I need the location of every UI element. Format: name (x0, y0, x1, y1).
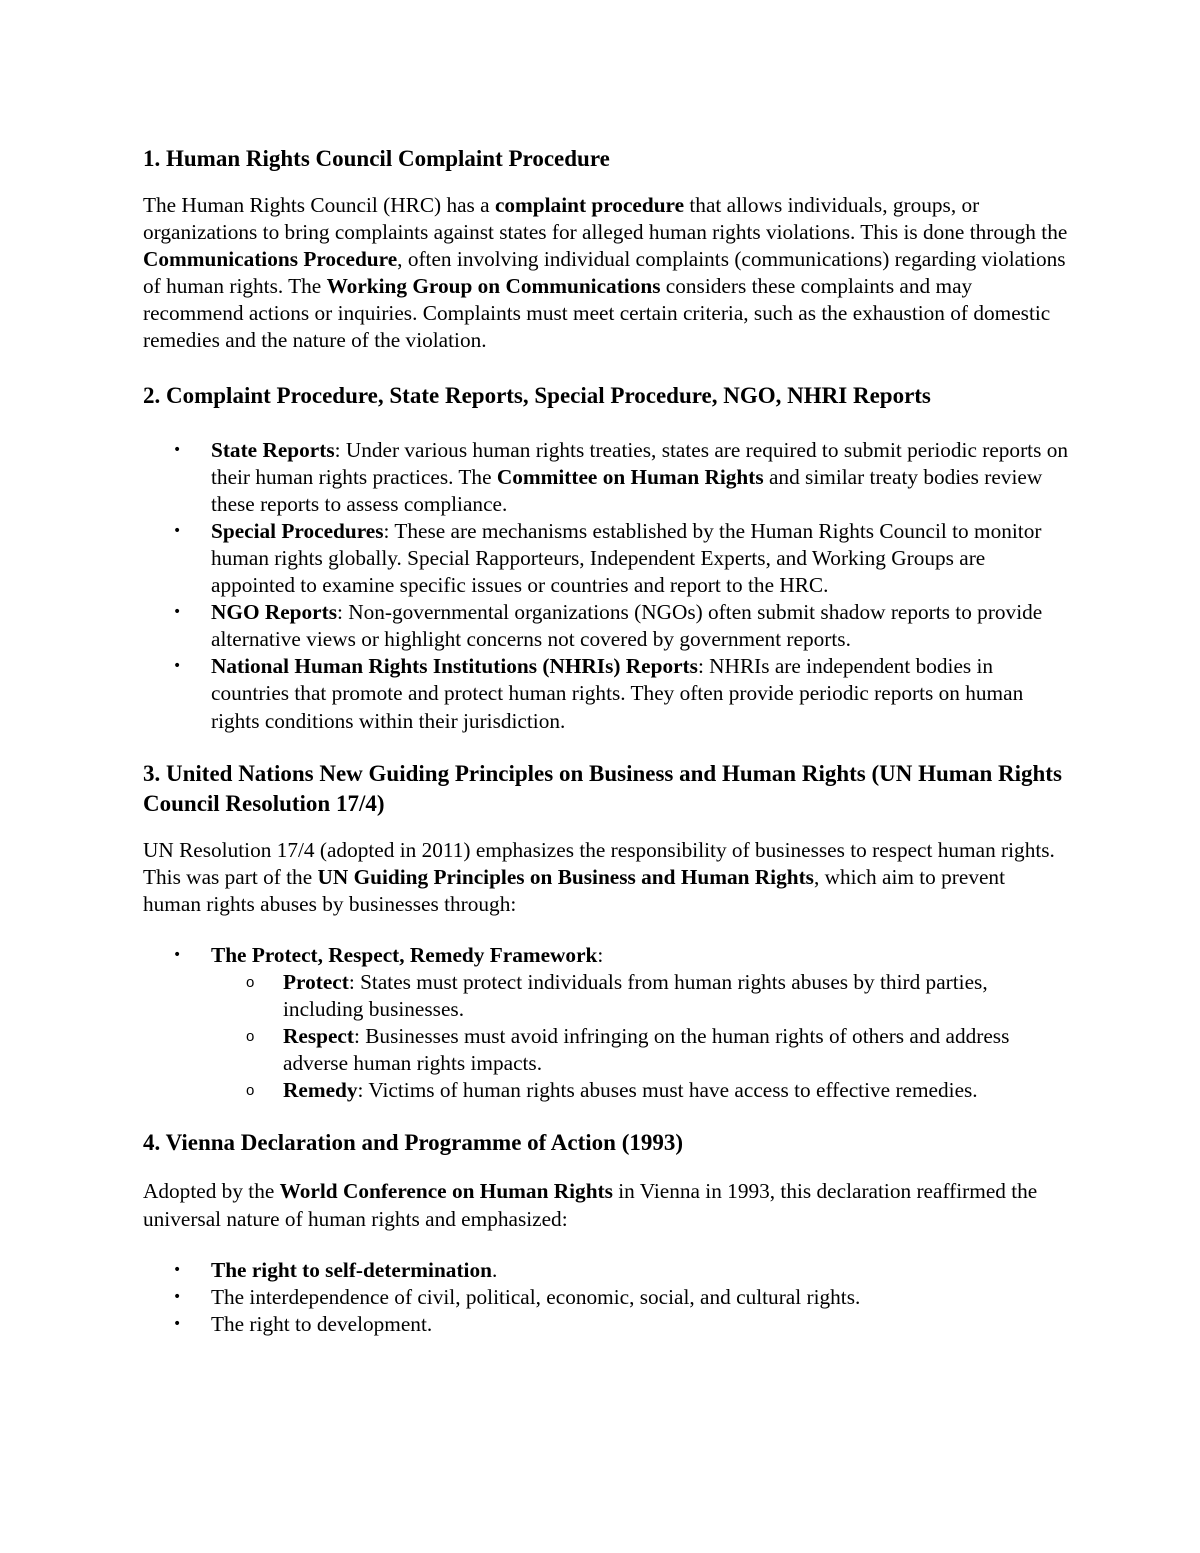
circle-bullet-icon: o (246, 973, 255, 991)
list-item (143, 1257, 1068, 1284)
text: in Vienna in 1993, this declaration reaffirmed the universal nature of human rights and emphasized: (143, 1179, 1038, 1231)
bold-term: Special Procedures (211, 518, 384, 543)
text: : Businesses must avoid infringing on the human rights of others and address adverse human rights impacts. (283, 1024, 1010, 1076)
text: : States must protect individuals from human rights abuses by third parties, including businesses. (283, 969, 988, 1022)
section-4-heading: 4. Vienna Declaration and Programme of Action (1993) (143, 1130, 684, 1156)
bullet-icon: • (173, 1261, 182, 1278)
bold-term: complaint procedure (494, 193, 685, 217)
bold-term: State Reports (211, 437, 335, 462)
text: The Human Rights Council (HRC) has a (143, 193, 495, 217)
bold-term: UN Guiding Principles on Business and Human Rights (317, 864, 814, 889)
bold-term: Remedy (283, 1078, 358, 1103)
text: , often involving individual complaints (communications) regarding violations of human rights. The (143, 247, 1066, 299)
framework-sublist (211, 969, 1068, 1104)
text: : Victims of human rights abuses must have access to effective remedies. (357, 1078, 978, 1103)
bullet-icon: • (173, 441, 182, 458)
circle-bullet-icon: o (246, 1028, 255, 1046)
sub-list-item (211, 1077, 1068, 1104)
text: , which aim to prevent human rights abuses by businesses through: (143, 864, 1005, 916)
list-item (143, 1284, 1068, 1311)
bullet-icon: • (173, 1288, 182, 1305)
list-item (143, 599, 1068, 653)
sub-list-item (211, 1023, 1068, 1077)
bold-term: The right to self-determination (211, 1257, 492, 1282)
text: : Non-governmental organizations (NGOs) often submit shadow reports to provide alternative views or highlight concerns not covered by government reports. (211, 600, 1043, 652)
text: and similar treaty bodies review these reports to assess compliance. (211, 464, 1043, 516)
section-4-paragraph (143, 1178, 1068, 1232)
section-3-list (143, 942, 1068, 1105)
section-2-list (143, 437, 1068, 735)
text: : Under various human rights treaties, states are required to submit periodic reports on their human rights practices. The (211, 437, 1068, 489)
text: The right to development. (211, 1311, 433, 1336)
text: : NHRIs are independent bodies in countries that promote and protect human rights. They often provide periodic reports on human rights conditions within their jurisdiction. (211, 654, 1024, 733)
text: UN Resolution 17/4 (adopted in 2011) emphasizes the responsibility of businesses to respect human rights. This was part of the (143, 837, 1055, 889)
bullet-icon: • (173, 658, 182, 675)
bold-term: National Human Rights Institutions (NHRIs) Reports (211, 654, 698, 679)
bold-term: NGO Reports (211, 600, 337, 625)
bold-term: Communications Procedure (143, 247, 398, 272)
list-item (143, 1311, 1068, 1338)
section-1-heading: 1. Human Rights Council Complaint Procedure (143, 146, 610, 171)
text: considers these complaints and may recommend actions or inquiries. Complaints must meet certain criteria, such as the exhaustion of domestic remedies and the nature of the violation. (143, 274, 1051, 353)
text: : (597, 942, 604, 967)
bold-term: Protect (283, 969, 349, 994)
section-3-paragraph (143, 837, 1068, 918)
section-4-list (143, 1257, 1068, 1338)
list-item (143, 437, 1068, 518)
text: The interdependence of civil, political, economic, social, and cultural rights. (211, 1284, 861, 1309)
text: Adopted by the (143, 1179, 280, 1204)
sub-list-item (211, 969, 1068, 1023)
text: : These are mechanisms established by the Human Rights Council to monitor human rights globally. Special Rapporteurs, Independent Experts, and Working Groups are appointed to examine specific issues or countries and report to the HRC. (211, 518, 1042, 598)
list-item (143, 653, 1068, 734)
text: . (491, 1257, 498, 1282)
bullet-icon: • (173, 522, 182, 539)
bullet-icon: • (173, 1315, 182, 1332)
bold-term: The Protect, Respect, Remedy Framework (211, 942, 598, 967)
circle-bullet-icon: o (246, 1082, 255, 1100)
list-item (143, 942, 1068, 1105)
bold-term: Committee on Human Rights (496, 464, 764, 489)
section-3-heading: 3. United Nations New Guiding Principles on Business and Human Rights (UN Human Rights Council Resolution 17/4) (143, 760, 1062, 816)
document-page (143, 140, 1068, 1338)
bold-term: Working Group on Communications (326, 274, 661, 299)
bold-term: World Conference on Human Rights (279, 1179, 613, 1204)
text: that allows individuals, groups, or organizations to bring complaints against states for alleged human rights violations. This is done through the (143, 193, 1068, 245)
section-2-heading: 2. Complaint Procedure, State Reports, Special Procedure, NGO, NHRI Reports (143, 382, 931, 408)
section-1-paragraph (143, 192, 1068, 355)
bold-term: Respect (283, 1024, 354, 1049)
bullet-icon: • (173, 604, 182, 621)
bullet-icon: • (173, 946, 182, 963)
list-item (143, 518, 1068, 599)
